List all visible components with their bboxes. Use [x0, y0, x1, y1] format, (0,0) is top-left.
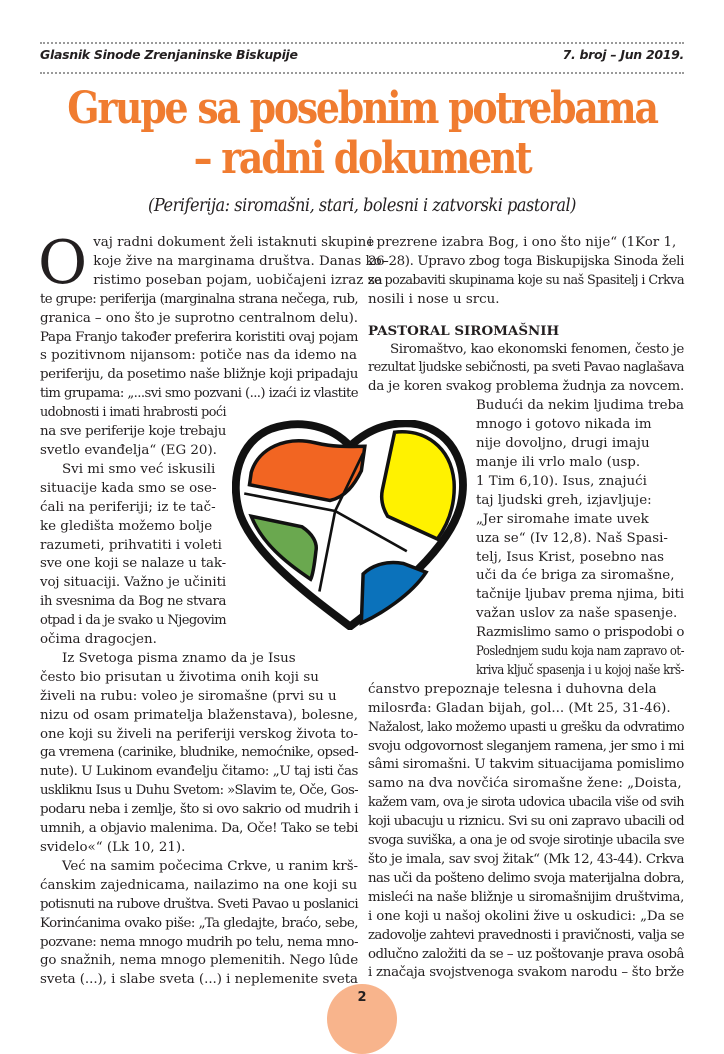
text-line-content: razumeti, prihvatiti i voleti [40, 537, 222, 553]
text-line [40, 385, 358, 404]
text-line-content: ih svesnima da Bog ne stvara [40, 594, 226, 610]
text-line-content: one koji su živeli na periferiji verskog života to- [40, 726, 358, 742]
text-line-content: podaru neba i zemlje, što si ovo sakrio od mudrih i [40, 802, 358, 818]
text-line [476, 454, 684, 473]
header-rule-bottom [40, 72, 684, 74]
article-title-line-2: – radni dokument [193, 133, 531, 184]
text-line-content: rezultat ljudske sebičnosti, pa sveti Pavao naglašava [368, 360, 685, 376]
article-title [51, 84, 674, 184]
text-line [368, 832, 684, 851]
text-line-content: kriva ključ spasenja i u kojoj naše krš- [476, 662, 685, 678]
text-line-content: manje ili vrlo malo (usp. [476, 454, 641, 470]
text-line-content: živeli na rubu: voleo je siromašne (prvi su u [40, 688, 337, 704]
text-line [368, 813, 684, 832]
text-line [368, 756, 684, 775]
text-line-content: ćanstvo prepoznaje telesna i duhovna dela [368, 681, 657, 697]
text-line [40, 631, 226, 650]
text-line-content: često bio prisutan u životima onih koji su [40, 669, 319, 685]
text-line [476, 605, 684, 624]
text-line-content: i prezrene izabra Bog, i ono što nije“ (1Kor 1, [368, 235, 677, 250]
text-line-content: milosrđa: Gladan bijah, gol... (Mt 25, 31-46). [368, 700, 671, 716]
heart-segment-blue [361, 563, 426, 623]
text-line-content: očima dragocjen. [40, 632, 157, 648]
text-line-content: potisnuti na rubove društva. Sveti Pavao u poslanici [40, 896, 359, 912]
text-line [40, 442, 226, 461]
text-line [476, 567, 684, 586]
heart-hands-logo [232, 420, 468, 630]
text-line-content: Svi mi smo već iskusili [62, 461, 216, 477]
text-line-content: uskliknu Isus u Duhu Svetom: »Slavim te, Oče, Gos- [40, 783, 359, 799]
publication-name: Glasnik Sinode Zrenjaninske Biskupije [40, 47, 298, 62]
text-line-content: i značaja svojstvenoga svakom narodu – što brže [368, 965, 685, 981]
text-line [40, 423, 226, 442]
text-line [368, 889, 684, 908]
text-line-content: ćali na periferiji; iz te tač- [40, 499, 216, 515]
text-line [476, 473, 684, 492]
text-line [40, 820, 358, 839]
text-line-content: Poslednjem sudu koja nam zapravo ot- [476, 644, 685, 660]
text-line-content: Nažalost, lako možemo upasti u grešku da odvratimo [368, 719, 684, 735]
text-line [40, 726, 358, 745]
text-line [368, 272, 684, 291]
text-line [476, 643, 684, 662]
text-line [368, 738, 684, 757]
text-line-content: umnih, a objavio malenima. Da, Oče! Tako se tebi [40, 821, 358, 837]
text-line-content: sâmi siromašni. U takvim situacijama pomislimo [368, 757, 684, 773]
text-line [368, 794, 684, 813]
text-line [368, 719, 684, 738]
text-line [40, 763, 358, 782]
text-line-content: tim grupama: „...svi smo pozvani (...) izaći iz vlastite [40, 386, 359, 402]
text-line [40, 537, 226, 556]
text-line [62, 650, 358, 669]
text-line-content: telj, Isus Krist, posebno nas [476, 549, 665, 565]
text-line-content: vaj radni dokument želi istaknuti skupine [93, 235, 375, 250]
text-line-content: Siromaštvo, kao ekonomski fenomen, često je [390, 341, 684, 357]
text-line [368, 359, 684, 378]
text-line [40, 934, 358, 953]
text-line [476, 549, 684, 568]
text-line [40, 801, 358, 820]
text-line [476, 416, 684, 435]
text-line-content: nizu od osam primatelja blaženstava), bolesne, [40, 707, 358, 723]
text-line [476, 624, 684, 643]
text-line-content: Papa Franjo također preferira koristiti ovaj pojam [40, 329, 358, 345]
text-line [40, 669, 358, 688]
text-line [368, 291, 684, 310]
text-line-content: koje žive na marginama društva. Danas ko- [93, 253, 387, 269]
text-line-content: misleći na naše bližnje u siromašnijim društvima, [368, 889, 684, 905]
text-line [40, 310, 358, 329]
text-line-content: s pozitivnom nijansom: potiče nas da idemo na [40, 348, 357, 364]
text-line [40, 555, 226, 574]
text-line-content: Korinćanima ovako piše: „Ta gledajte, braćo, sebe, [40, 915, 358, 931]
text-line [368, 253, 684, 272]
article-subtitle: (Periferija: siromašni, stari, bolesni i zatvorski pastoral) [148, 196, 576, 216]
text-line [40, 593, 226, 612]
text-line [40, 877, 358, 896]
text-line-content: uči da će briga za siromašne, [476, 568, 675, 584]
text-line [40, 574, 226, 593]
text-line-content: ristimo poseban pojam, uobičajeni izraz za [93, 272, 383, 288]
text-line-content: kažem vam, ova je sirota udovica ubacila više od svih [368, 795, 684, 811]
text-line-content: Iz Svetoga pisma znamo da je Isus [62, 650, 296, 666]
text-line-content: Budući da nekim ljudima treba [476, 398, 684, 414]
text-line-content: periferiju, da posetimo naše bližnje koji pripadaju [40, 367, 358, 383]
text-line-content: granica – ono što je suprotno centralnom delu). [40, 310, 358, 326]
text-line [368, 927, 684, 946]
page-number: 2 [357, 990, 367, 1005]
text-line [368, 964, 684, 983]
page-number-badge [327, 984, 397, 1054]
text-line-content: da je koren svakog problema žudnja za novcem. [368, 379, 684, 395]
text-line-content: uza se“ (Iv 12,8). Naš Spasi- [476, 530, 668, 546]
text-line-content: koji ubacuju u riznicu. Svi su oni zapravo ubacili od [368, 814, 684, 830]
text-line [40, 707, 358, 726]
text-line [40, 782, 358, 801]
right-column-intro-text [368, 234, 684, 310]
text-line-content: otpad i da je svako u Njegovim [40, 613, 226, 629]
text-line [40, 839, 358, 858]
text-line [476, 586, 684, 605]
text-line-content: sveta (...), i slabe sveta (...) i neplemenite sveta [40, 972, 358, 988]
running-header [40, 47, 684, 67]
text-line-content: nosili i nose u srcu. [368, 291, 500, 307]
text-line-content: mnogo i gotovo nikada im [476, 417, 652, 433]
text-line [40, 518, 226, 537]
text-line-content: 26-28). Upravo zbog toga Biskupijska Sinoda želi [368, 253, 684, 269]
text-line-content: voj situaciji. Važno je učiniti [40, 575, 226, 591]
text-line [368, 870, 684, 889]
text-line-content: i one koji u našoj okolini žive u oskudici: „Da se [368, 908, 684, 924]
text-line [476, 662, 684, 681]
text-line-content: što je imala, sav svoj žitak“ (Mk 12, 43-44). Crkva [368, 852, 685, 867]
text-line [368, 234, 684, 253]
text-line [40, 234, 375, 253]
text-line-content: udobnosti i imati hrabrosti poći [40, 405, 226, 421]
text-line-content: svoga suviška, a ona je od svoje sirotinje ubacila sve [368, 833, 685, 849]
text-line-content: Razmislimo samo o prispodobi o [476, 625, 684, 641]
text-line [40, 253, 387, 272]
text-line [368, 908, 684, 927]
text-line-content: se pozabaviti skupinama koje su naš Spasitelj i Crkva [368, 272, 684, 288]
text-line [368, 851, 684, 870]
text-line [476, 511, 684, 530]
text-line [40, 291, 358, 310]
text-line [40, 404, 226, 423]
text-line [40, 971, 358, 990]
text-line [368, 946, 684, 965]
text-line-content: svetlo evanđelja“ (EG 20). [40, 442, 217, 458]
text-line [40, 272, 383, 291]
text-line [368, 775, 684, 794]
text-line [476, 435, 684, 454]
text-line-content: Već na samim počecima Crkve, u ranim krš- [62, 858, 358, 874]
text-line [476, 492, 684, 511]
text-line-content: nije dovoljno, drugi imaju [476, 436, 650, 452]
text-line [40, 366, 358, 385]
text-line [368, 681, 684, 700]
text-line [40, 347, 358, 366]
text-line [368, 378, 684, 397]
text-line-content: ke gledišta možemo bolje [40, 518, 213, 534]
text-line [390, 341, 684, 360]
text-line-content: taj ljudski greh, izjavljuje: [476, 492, 652, 508]
header-rule-top [40, 42, 684, 44]
text-line-content: te grupe: periferija (marginalna strana nečega, rub, [40, 291, 359, 307]
text-line-content: „Jer siromahe imate uvek [476, 511, 649, 527]
drop-cap: O [38, 228, 88, 298]
text-line-content: go snažnih, nema mnogo plemenitih. Nego lûde [40, 953, 358, 969]
text-line [40, 952, 358, 971]
text-line-content: odlučno založiti da se – uz poštovanje prava osobâ [368, 946, 684, 962]
text-line [40, 896, 358, 915]
text-line [40, 744, 358, 763]
text-line [40, 915, 358, 934]
section-heading: PASTORAL SIROMAŠNIH [368, 322, 560, 339]
text-line [40, 612, 226, 631]
text-line [40, 329, 358, 348]
text-line-content: nas uči da pošteno delimo svoja materijalna dobra, [368, 870, 684, 886]
text-line [40, 499, 226, 518]
text-line-content: ga vremena (carinike, bludnike, nemoćnike, opsed- [40, 745, 358, 761]
text-line [62, 858, 358, 877]
text-line-content: situacije kada smo se ose- [40, 480, 217, 496]
text-line [476, 397, 684, 416]
text-line [40, 688, 358, 707]
text-line-content: ćanskim zajednicama, nailazimo na one koji su [40, 877, 358, 893]
text-line-content: samo na dva novčića siromašne žene: „Doista, [368, 776, 682, 792]
text-line-content: zadovolje zahtevi pravednosti i pravičnosti, valja se [368, 927, 685, 943]
text-line [62, 461, 226, 480]
article-title-line-1: Grupe sa posebnim potrebama [67, 83, 657, 134]
text-line-content: svoju odgovornost sleganjem ramena, jer smo i mi [368, 738, 684, 754]
text-line [40, 480, 226, 499]
text-line-content: pozvane: nema mnogo mudrih po telu, nema mno- [40, 934, 359, 950]
text-line-content: 1 Tim 6,10). Isus, znajući [476, 473, 647, 489]
text-line [476, 530, 684, 549]
text-line [368, 700, 684, 719]
text-line-content: na sve periferije koje trebaju [40, 424, 226, 440]
text-line-content: svidelo«“ (Lk 10, 21). [40, 840, 186, 855]
text-line-content: važan uslov za naše spasenje. [476, 606, 678, 622]
text-line-content: nute). U Lukinom evanđelju čitamo: „U taj isti čas [40, 764, 358, 780]
text-line-content: tačnije ljubav prema njima, biti [476, 587, 684, 603]
text-line-content: sve one koji se nalaze u tak- [40, 556, 226, 572]
issue-label: 7. broj – Jun 2019. [562, 47, 684, 62]
